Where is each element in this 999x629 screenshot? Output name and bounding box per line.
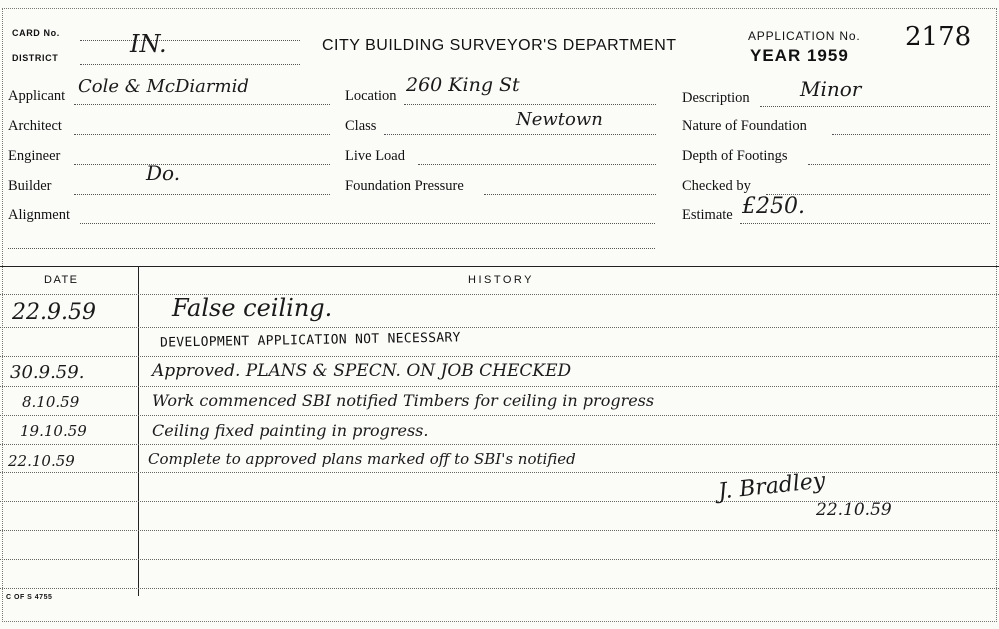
date-header: DATE (44, 274, 79, 286)
card-no-label: CARD No. (12, 28, 60, 38)
checked-label: Checked by (682, 178, 751, 194)
department-title: CITY BUILDING SURVEYOR'S DEPARTMENT (322, 37, 677, 54)
live-load-line (418, 164, 656, 165)
builder-value: Do. (146, 161, 181, 185)
class-label: Class (345, 118, 377, 134)
depth-label: Depth of Footings (682, 148, 788, 164)
location-value: 260 King St (406, 74, 520, 96)
nature-label: Nature of Foundation (682, 118, 807, 134)
table-row-text: Approved. PLANS & SPECN. ON JOB CHECKED (152, 361, 572, 381)
builder-label: Builder (8, 178, 52, 194)
row-line (0, 327, 999, 328)
card-no-line (80, 40, 300, 41)
table-column-divider (138, 266, 139, 596)
district-value: IN. (130, 30, 167, 58)
signature-date: 22.10.59 (816, 500, 892, 520)
row-line (0, 415, 999, 416)
location-line (404, 104, 656, 105)
row-line (0, 386, 999, 387)
engineer-line (74, 164, 330, 165)
applicant-label: Applicant (8, 88, 66, 104)
blank-line-1 (8, 248, 655, 249)
description-value: Minor (800, 77, 862, 101)
alignment-label: Alignment (8, 207, 71, 223)
alignment-line (80, 223, 655, 224)
row-line (0, 472, 999, 473)
class-line (384, 134, 656, 135)
row-line (0, 530, 999, 531)
foundation-pressure-label: Foundation Pressure (345, 178, 464, 194)
nature-line (832, 134, 990, 135)
estimate-value: £250. (742, 194, 805, 219)
architect-label: Architect (8, 118, 62, 134)
table-row-date: 8.10.59 (22, 393, 80, 411)
table-row-date: 22.9.59 (12, 300, 96, 325)
builder-line (74, 194, 330, 195)
description-label: Description (682, 90, 750, 106)
depth-line (808, 164, 990, 165)
year-label: YEAR 1959 (750, 46, 849, 65)
applicant-value: Cole & McDiarmid (78, 76, 249, 97)
district-label: DISTRICT (12, 53, 59, 63)
history-header: HISTORY (468, 274, 534, 286)
estimate-line (740, 223, 990, 224)
row-line (0, 356, 999, 357)
table-row-text: DEVELOPMENT APPLICATION NOT NECESSARY (159, 330, 461, 351)
description-line (760, 106, 990, 107)
table-row-text: Ceiling fixed painting in progress. (152, 421, 429, 440)
table-row-text: Work commenced SBI notified Timbers for ceiling in progress (152, 391, 655, 410)
location-label: Location (345, 88, 397, 104)
row-line (0, 444, 999, 445)
form-code: C OF S 4755 (6, 594, 53, 601)
row-line (0, 559, 999, 560)
live-load-label: Live Load (345, 148, 405, 164)
table-top-rule (0, 266, 999, 267)
location-value-2: Newtown (516, 109, 603, 130)
row-line (0, 588, 999, 589)
signature: J. Bradley (716, 468, 827, 505)
row-line (0, 294, 999, 295)
application-no-value: 2178 (905, 22, 972, 52)
table-row-text: Complete to approved plans marked off to SBI's notified (148, 450, 576, 468)
architect-line (74, 134, 330, 135)
table-row-date: 30.9.59. (10, 362, 85, 383)
foundation-pressure-line (484, 194, 656, 195)
application-no-label: APPLICATION No. (748, 29, 861, 43)
estimate-label: Estimate (682, 207, 733, 223)
table-row-date: 19.10.59 (20, 422, 87, 440)
table-row-date: 22.10.59 (8, 452, 75, 470)
district-line (80, 64, 300, 65)
applicant-line (74, 104, 330, 105)
table-row-text: False ceiling. (172, 294, 333, 322)
engineer-label: Engineer (8, 148, 61, 164)
